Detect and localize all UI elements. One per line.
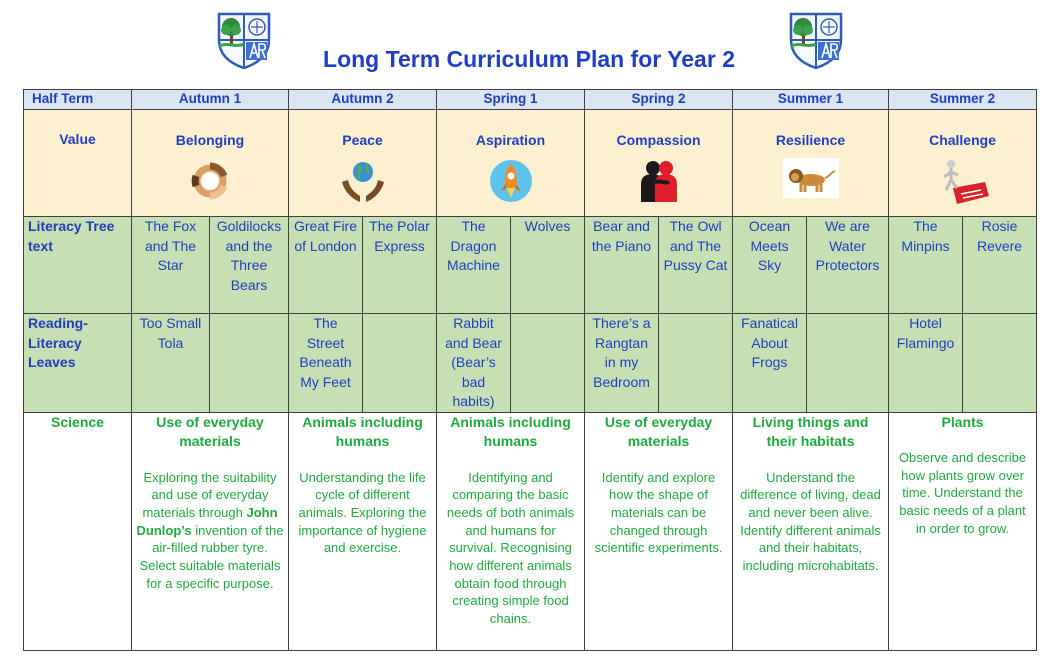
term-header: Spring 1 — [437, 90, 585, 110]
half-term-label: Half Term — [24, 90, 132, 110]
rocket-icon — [487, 158, 535, 204]
science-cell — [733, 412, 889, 650]
book-cell: Rabbit and Bear (Bear’s bad habits) — [437, 314, 511, 413]
science-topic: Plants — [941, 413, 984, 430]
book-cell — [963, 314, 1037, 413]
book-cell: We are Water Protectors — [807, 217, 889, 314]
book-cell: Ocean Meets Sky — [733, 217, 807, 314]
value-name: Resilience — [775, 132, 846, 148]
science-topic: Animals including humans — [450, 413, 571, 449]
page-title: Long Term Curriculum Plan for Year 2 — [323, 46, 735, 72]
value-cell — [889, 110, 1037, 217]
stepping-figure-icon — [935, 158, 991, 206]
value-cell — [585, 110, 733, 217]
book-cell: Wolves — [511, 217, 585, 314]
literacy-leaves-row — [24, 314, 1037, 413]
literacy-leaves-label: Reading-Literacy Leaves — [24, 314, 132, 413]
book-cell — [807, 314, 889, 413]
literacy-tree-row — [24, 217, 1037, 314]
value-name: Belonging — [175, 132, 245, 148]
science-topic: Animals including humans — [302, 413, 423, 449]
science-description: Understand the difference of living, dead and never been alive. Identify different animals and their habitats, including microhabitats. — [740, 469, 881, 574]
science-row — [24, 412, 1037, 650]
book-cell: The Street Beneath My Feet — [289, 314, 363, 413]
term-header: Spring 2 — [585, 90, 733, 110]
value-name: Peace — [342, 132, 383, 148]
value-row — [24, 110, 1037, 217]
book-cell — [363, 314, 437, 413]
hugging-people-icon — [635, 158, 683, 204]
term-header: Autumn 1 — [132, 90, 289, 110]
book-cell: The Dragon Machine — [437, 217, 511, 314]
science-cell — [437, 412, 585, 650]
value-cell — [437, 110, 585, 217]
value-cell — [132, 110, 289, 217]
hands-globe-icon — [338, 158, 388, 204]
science-label: Science — [24, 412, 132, 650]
book-cell: Bear and the Piano — [585, 217, 659, 314]
term-header: Summer 2 — [889, 90, 1037, 110]
book-cell — [511, 314, 585, 413]
science-cell — [889, 412, 1037, 650]
science-description: Observe and describe how plants grow over time. Understand the basic needs of a plant in order to grow. — [898, 450, 1027, 536]
book-cell: The Owl and The Pussy Cat — [659, 217, 733, 314]
lion-icon — [783, 158, 839, 198]
science-description: Identifying and comparing the basic needs of both animals and humans for survival. Recognising how different animals obtain food through creating simple food chains. — [446, 469, 575, 627]
book-cell — [210, 314, 289, 413]
hands-circle-icon — [186, 158, 234, 204]
value-name: Aspiration — [475, 132, 546, 148]
science-topic: Living things and their habitats — [752, 413, 869, 449]
value-name: Compassion — [616, 132, 701, 148]
science-cell — [132, 412, 289, 650]
book-cell: The Minpins — [889, 217, 963, 314]
science-topic: Use of everyday materials — [604, 413, 713, 449]
literacy-tree-label: Literacy Tree text — [24, 217, 132, 314]
book-cell: Hotel Flamingo — [889, 314, 963, 413]
science-description: Understanding the life cycle of different animals. Exploring the importance of hygiene and exercise. — [298, 469, 427, 556]
value-cell — [289, 110, 437, 217]
science-description: Exploring the suitability and use of everyday materials through John Dunlop’s invention of the air-filled rubber tyre. Select suitable materials for a specific purpose. — [136, 469, 284, 591]
book-cell: Too Small Tola — [132, 314, 210, 413]
curriculum-table — [23, 89, 1037, 651]
value-name: Challenge — [929, 132, 996, 148]
science-topic: Use of everyday materials — [156, 413, 264, 449]
term-header: Summer 1 — [733, 90, 889, 110]
book-cell — [659, 314, 733, 413]
book-cell: Rosie Revere — [963, 217, 1037, 314]
book-cell: The Polar Express — [363, 217, 437, 314]
science-cell — [585, 412, 733, 650]
book-cell: Great Fire of London — [289, 217, 363, 314]
book-cell: The Fox and The Star — [132, 217, 210, 314]
science-cell — [289, 412, 437, 650]
value-cell — [733, 110, 889, 217]
book-cell: Fanatical About Frogs — [733, 314, 807, 413]
half-term-row — [24, 90, 1037, 110]
term-header: Autumn 2 — [289, 90, 437, 110]
book-cell: There’s a Rangtan in my Bedroom — [585, 314, 659, 413]
science-description: Identify and explore how the shape of materials can be changed through scientific experiments. — [594, 469, 723, 556]
value-label: Value — [24, 110, 132, 217]
book-cell: Goldilocks and the Three Bears — [210, 217, 289, 314]
